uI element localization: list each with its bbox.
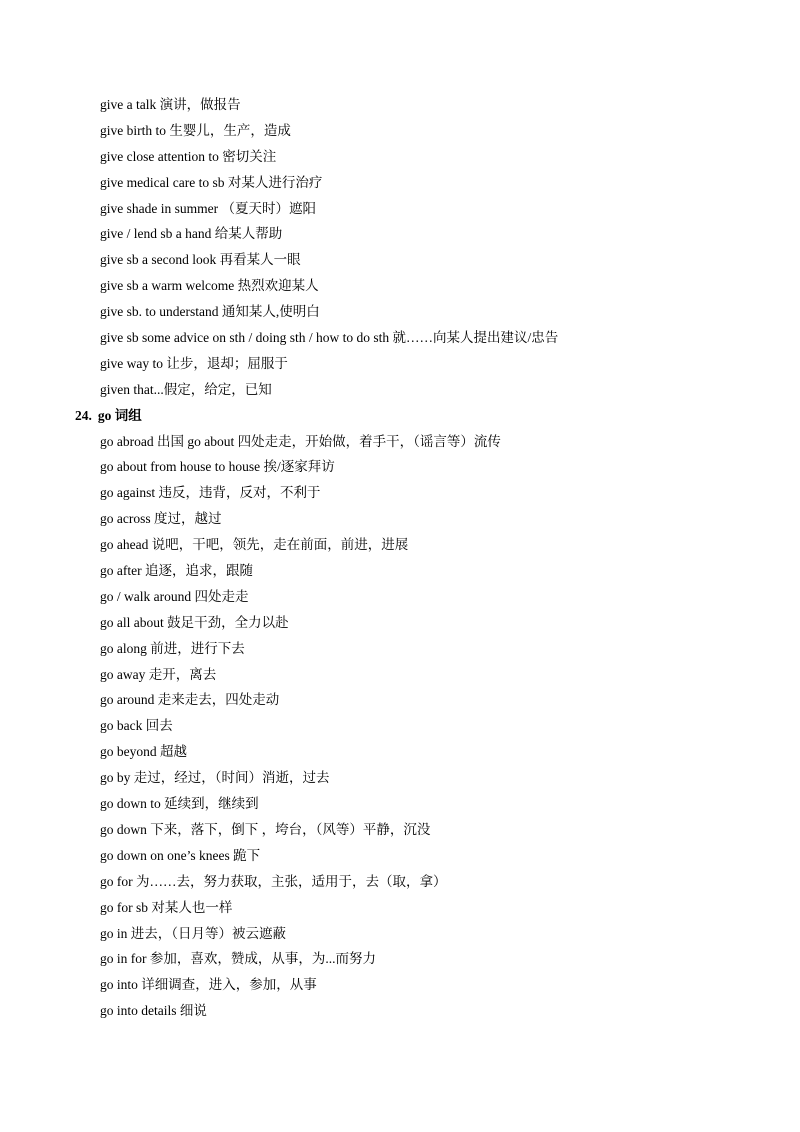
phrase-entry: go after 追逐，追求，跟随	[100, 563, 253, 579]
phrase-entry: give sb a warm welcome 热烈欢迎某人	[100, 278, 319, 294]
document-page	[0, 92, 800, 1024]
phrase-entry: go beyond 超越	[100, 744, 187, 760]
give-phrase-list	[0, 92, 800, 403]
phrase-entry: go about from house to house 挨/逐家拜访	[100, 459, 335, 475]
phrase-entry: go down to 延续到，继续到	[100, 796, 259, 812]
phrase-entry: go back 回去	[100, 718, 173, 734]
phrase-entry: go across 度过，越过	[100, 511, 222, 527]
phrase-entry: give sb some advice on sth / doing sth / how to do sth 就……向某人提出建议/忠告	[100, 330, 559, 346]
phrase-entry: go down on one’s knees 跪下	[100, 847, 261, 863]
phrase-entry: go into 详细调查，进入，参加，从事	[100, 977, 317, 993]
phrase-entry: give sb. to understand 通知某人,使明白	[100, 304, 320, 320]
phrase-entry: go / walk around 四处走走	[100, 588, 249, 604]
phrase-entry: go for 为……去，努力获取，主张，适用于，去（取，拿）	[100, 873, 447, 889]
section-title: go 词组	[97, 407, 142, 423]
phrase-entry: go down 下来，落下，倒下 ，垮台，（风等）平静，沉没	[100, 821, 431, 837]
phrase-entry: go ahead 说吧，干吧，领先，走在前面，前进，进展	[100, 537, 409, 553]
phrase-entry: give / lend sb a hand 给某人帮助	[100, 226, 283, 242]
phrase-entry: give a talk 演讲，做报告	[100, 97, 241, 112]
phrase-entry: give close attention to 密切关注	[100, 148, 277, 164]
go-phrase-list	[0, 429, 800, 1024]
phrase-entry: given that...假定，给定，已知	[100, 381, 272, 397]
phrase-entry: go all about 鼓足干劲，全力以赴	[100, 614, 289, 630]
section-heading-go	[0, 403, 800, 429]
phrase-entry: go around 走来走去，四处走动	[100, 692, 280, 708]
phrase-entry: go in 进去，（日月等）被云遮蔽	[100, 925, 287, 941]
phrase-entry: go into details 细说	[100, 1003, 207, 1019]
phrase-entry: go by 走过，经过，（时间）消逝，过去	[100, 770, 330, 786]
phrase-entry: go abroad 出国 go about 四处走走，开始做，着手干，（谣言等）流传	[100, 433, 501, 449]
section-number: 24.	[75, 407, 92, 423]
phrase-entry: go along 前进，进行下去	[100, 640, 245, 656]
phrase-entry: give shade in summer （夏天时）遮阳	[100, 200, 316, 216]
phrase-entry: go away 走开，离去	[100, 666, 217, 682]
phrase-entry: give sb a second look 再看某人一眼	[100, 252, 301, 268]
phrase-entry: give medical care to sb 对某人进行治疗	[100, 174, 323, 190]
phrase-entry: give birth to 生婴儿，生产，造成	[100, 122, 291, 138]
phrase-entry: go in for 参加，喜欢，赞成，从事，为...而努力	[100, 951, 376, 967]
phrase-entry: go for sb 对某人也一样	[100, 899, 233, 915]
phrase-entry: give way to 让步，退却；屈服于	[100, 355, 288, 371]
phrase-entry: go against 违反，违背，反对，不利于	[100, 485, 321, 501]
